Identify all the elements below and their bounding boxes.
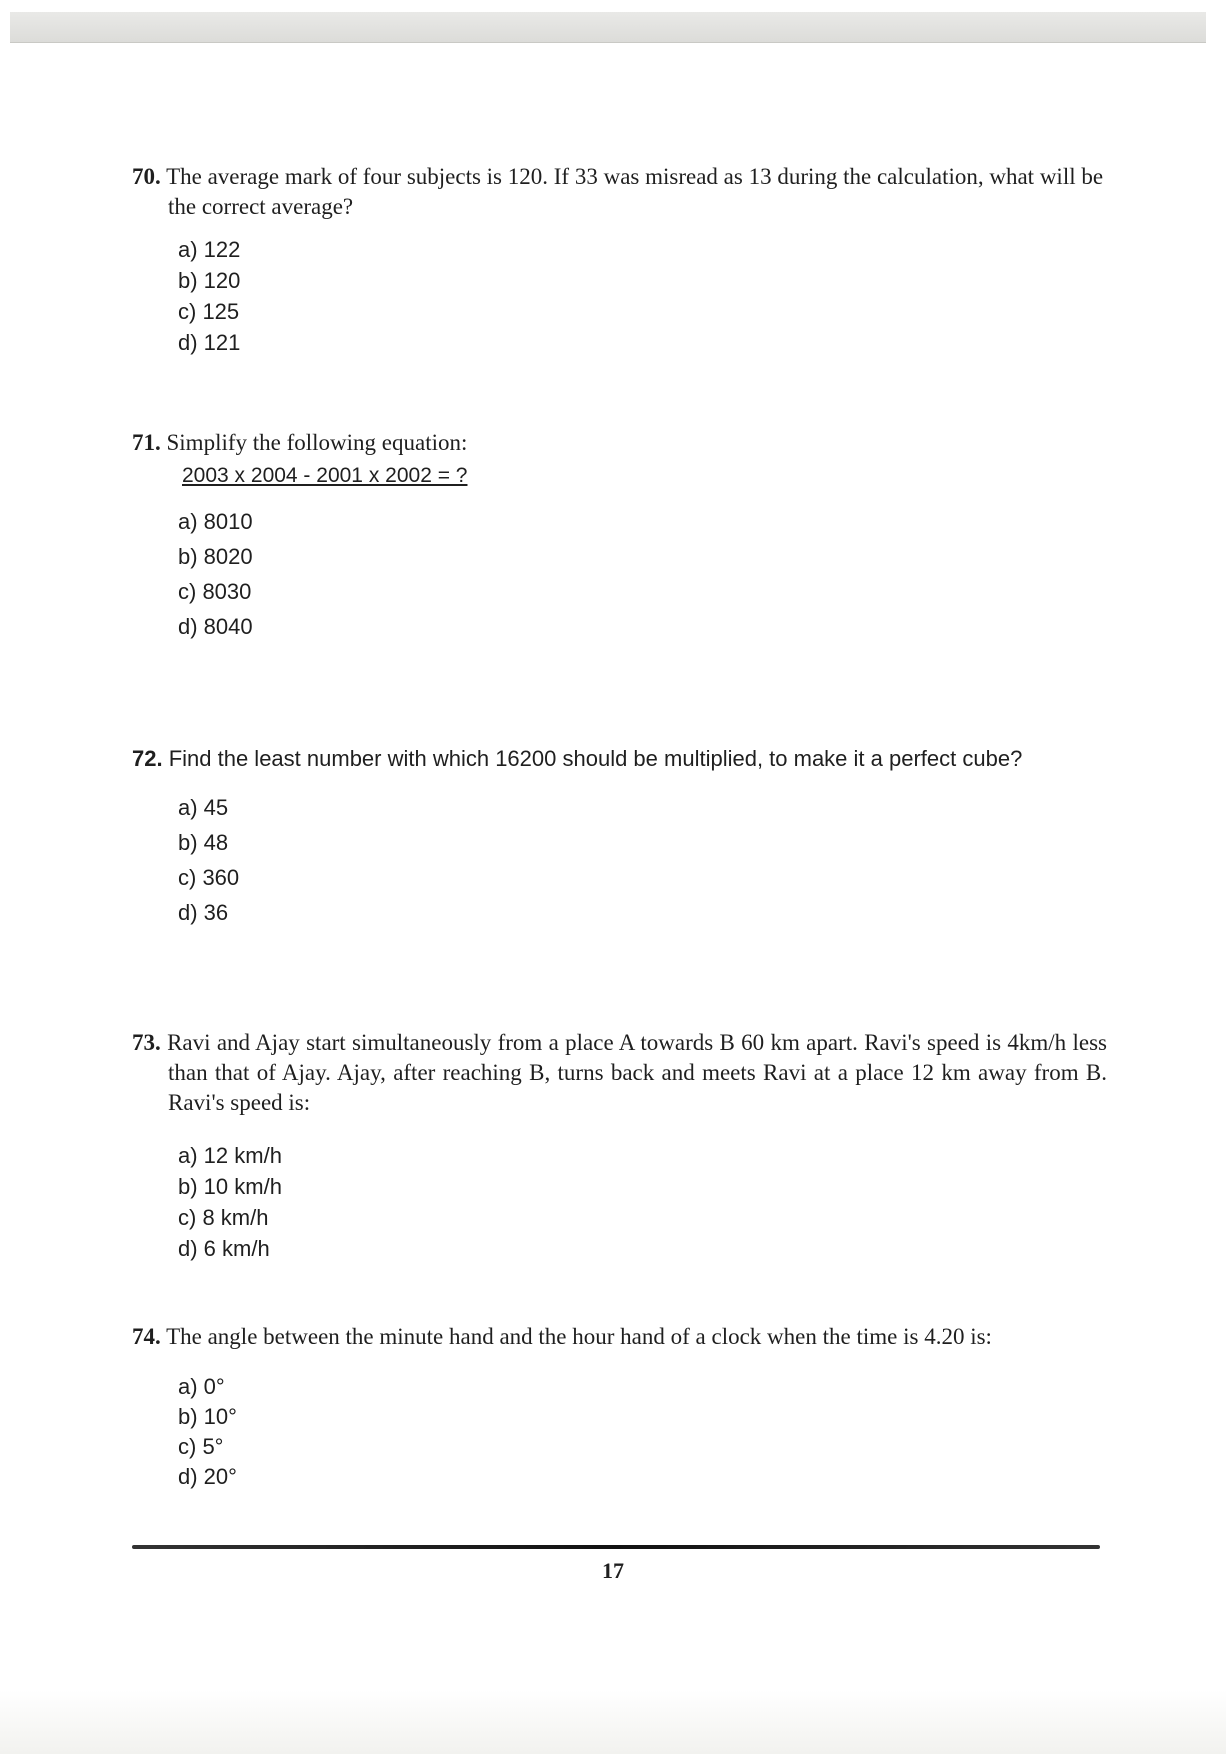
footer-rule [132, 1545, 1100, 1549]
question-71 [132, 428, 1107, 644]
option-c: c) 125 [178, 299, 240, 324]
question-body: Simplify the following equation: [160, 430, 468, 455]
question-70 [132, 162, 1107, 358]
option-a: a) 12 km/h [178, 1143, 282, 1168]
question-text [132, 1028, 1107, 1118]
question-text [132, 428, 1107, 458]
question-74 [132, 1322, 1107, 1492]
option-b: b) 10° [178, 1404, 237, 1429]
option-d: d) 8040 [178, 614, 253, 639]
option-list [132, 234, 1107, 358]
question-number: 72. [132, 746, 163, 771]
page-number: 17 [602, 1558, 624, 1583]
option-b: b) 120 [178, 268, 241, 293]
question-number: 74. [132, 1324, 161, 1349]
scan-bottom-band [0, 1690, 1226, 1754]
option-list [132, 790, 1107, 930]
option-c: c) 360 [178, 865, 240, 890]
question-body: Find the least number with which 16200 should be multiplied, to make it a perfect cube? [162, 746, 1023, 771]
option-b: b) 8020 [178, 544, 253, 569]
option-a: a) 0° [178, 1374, 225, 1399]
option-d: d) 121 [178, 330, 241, 355]
option-b: b) 48 [178, 830, 229, 855]
question-body: The angle between the minute hand and the hour hand of a clock when the time is 4.20 is: [160, 1324, 992, 1349]
option-c: c) 8 km/h [178, 1205, 269, 1230]
option-b: b) 10 km/h [178, 1174, 282, 1199]
option-d: d) 6 km/h [178, 1236, 270, 1261]
option-d: d) 36 [178, 900, 229, 925]
question-73 [132, 1028, 1107, 1264]
option-list [132, 1140, 1107, 1264]
option-c: c) 5° [178, 1434, 224, 1459]
option-d: d) 20° [178, 1464, 237, 1489]
question-72 [132, 744, 1107, 930]
option-a: a) 45 [178, 795, 229, 820]
question-number: 71. [132, 430, 161, 455]
equation: 2003 x 2004 - 2001 x 2002 = ? [182, 464, 468, 487]
question-number: 73. [132, 1030, 161, 1055]
question-text [132, 162, 1107, 222]
question-number: 70. [132, 164, 161, 189]
question-text [132, 1322, 1107, 1352]
option-list [132, 504, 1107, 644]
option-a: a) 122 [178, 237, 241, 262]
option-a: a) 8010 [178, 509, 253, 534]
question-text [132, 744, 1107, 774]
question-body: The average mark of four subjects is 120. If 33 was misread as 13 during the calculation, what will be the correct average? [160, 164, 1104, 219]
question-body: Ravi and Ajay start simultaneously from a place A towards B 60 km apart. Ravi's speed is 4km/h less than that of Ajay. Ajay, after reaching B, turns back and meets Ravi at a place 12 km away from B. Ravi's speed is: [160, 1030, 1107, 1115]
option-c: c) 8030 [178, 579, 252, 604]
option-list [132, 1372, 1107, 1492]
scan-top-band [10, 12, 1206, 43]
